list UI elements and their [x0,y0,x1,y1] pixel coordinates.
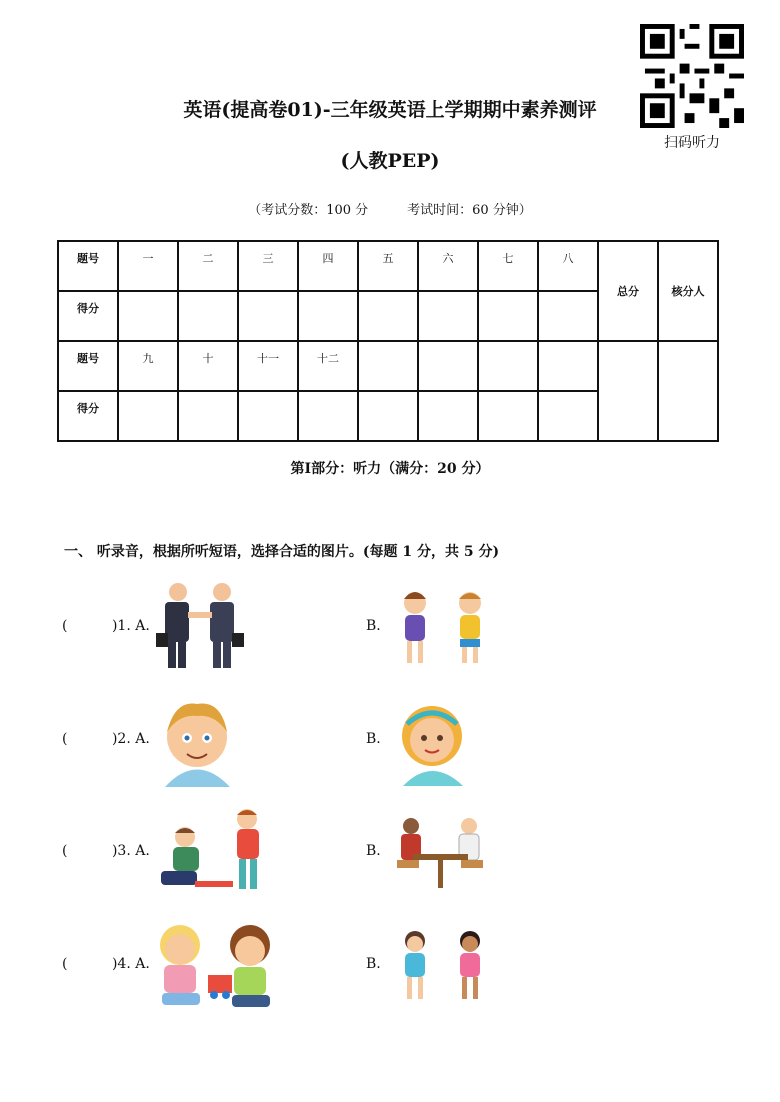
score-cell[interactable] [298,291,358,341]
empty-cell [478,341,538,391]
label-score: 得分 [58,391,118,441]
empty-cell [538,341,598,391]
qr-label: 扫码听力 [664,135,720,151]
header-cell: 四 [298,241,358,291]
header-cell: 九 [118,341,178,391]
score-cell[interactable] [118,391,178,441]
question-3-label[interactable]: ( )3. A. [62,843,150,859]
empty-cell [418,341,478,391]
label-score: 得分 [58,291,118,341]
header-cell: 二 [178,241,238,291]
children-waving-image[interactable] [390,585,500,670]
header-cell: 八 [538,241,598,291]
header-cell: 十二 [298,341,358,391]
handshake-businessmen-image[interactable] [150,578,250,673]
score-cell[interactable] [358,291,418,341]
question-2-label[interactable]: ( )2. A. [62,731,150,747]
exam-info: （考试分数：100 分 考试时间：60 分钟） [248,203,532,218]
score-table [57,240,719,442]
boy-pointing-eyes-image[interactable] [155,692,240,787]
question-1-label[interactable]: ( )1. A. [62,618,150,634]
score-cell[interactable] [538,391,598,441]
question-instruction: 一、 听录音，根据所听短语，选择合适的图片。(每题 1 分，共 5 分) [64,544,500,560]
children-playing-toys-image[interactable] [150,915,280,1010]
score-cell[interactable] [178,291,238,341]
page-subtitle: (人教PEP) [340,150,440,172]
score-cell[interactable] [358,391,418,441]
option-b-label[interactable]: B. [366,956,381,972]
page-title: 英语(提高卷01)-三年级英语上学期期中素养测评 [183,99,597,121]
header-cell: 十一 [238,341,298,391]
score-cell[interactable] [418,391,478,441]
score-cell[interactable] [238,391,298,441]
option-b-label[interactable]: B. [366,731,381,747]
score-cell[interactable] [178,391,238,441]
score-cell[interactable] [538,291,598,341]
section-title: 第I部分：听力（满分：20 分） [290,461,490,477]
header-cell: 一 [118,241,178,291]
label-number: 题号 [58,341,118,391]
total-cell[interactable] [598,341,658,441]
empty-cell [358,341,418,391]
people-at-table-image[interactable] [393,812,488,892]
option-b-label[interactable]: B. [366,843,381,859]
option-b-label[interactable]: B. [366,618,381,634]
header-cell: 十 [178,341,238,391]
score-cell[interactable] [478,391,538,441]
score-cell[interactable] [238,291,298,341]
checker-cell[interactable] [658,341,718,441]
score-cell[interactable] [298,391,358,441]
question-4-label[interactable]: ( )4. A. [62,956,150,972]
label-number: 题号 [58,241,118,291]
header-cell: 七 [478,241,538,291]
girl-touching-nose-image[interactable] [395,694,470,786]
girls-waving-image[interactable] [390,925,500,1003]
header-cell: 六 [418,241,478,291]
score-cell[interactable] [478,291,538,341]
header-cell: 五 [358,241,418,291]
score-cell[interactable] [418,291,478,341]
total-label: 总分 [598,241,658,341]
header-cell: 三 [238,241,298,291]
children-with-books-image[interactable] [155,805,275,895]
checker-label: 核分人 [658,241,718,341]
score-cell[interactable] [118,291,178,341]
